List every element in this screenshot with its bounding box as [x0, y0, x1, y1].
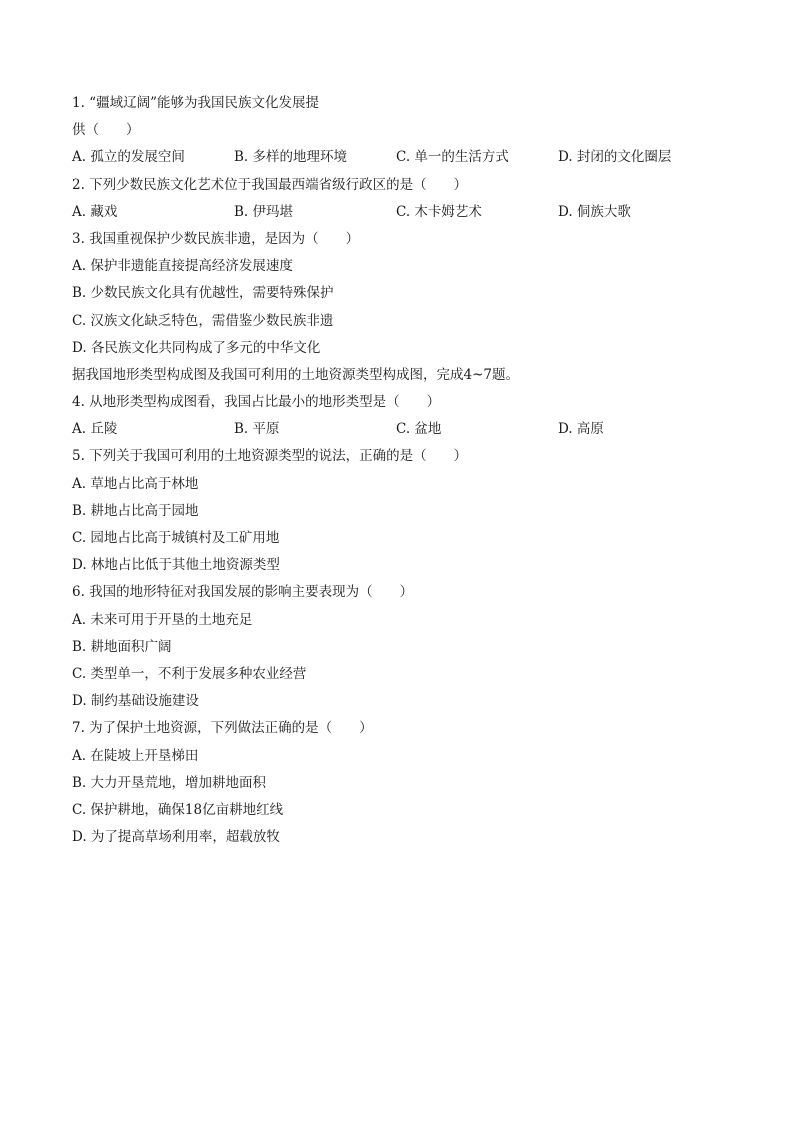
q6-option-b: B. 耕地面积广阔 [72, 638, 172, 655]
q6-option-c: C. 类型单一，不利于发展多种农业经营 [72, 665, 307, 682]
q1-stem-line1: 1. “疆域辽阔”能够为我国民族文化发展提 [72, 95, 319, 111]
q3-option-d: D. 各民族文化共同构成了多元的中华文化 [72, 339, 321, 356]
q2-option-d: D. 侗族大歌 [558, 203, 631, 220]
q3-option-c: C. 汉族文化缺乏特色，需借鉴少数民族非遗 [72, 312, 334, 329]
q4-option-c: C. 盆地 [396, 421, 442, 438]
q1-option-a: A. 孤立的发展空间 [72, 149, 185, 166]
q7-option-b: B. 大力开垦荒地，增加耕地面积 [72, 774, 267, 791]
q3-option-b: B. 少数民族文化具有优越性，需要特殊保护 [72, 285, 334, 302]
q1-option-c: C. 单一的生活方式 [396, 149, 509, 166]
q1-stem-line2: 供（ ） [72, 122, 140, 139]
q2-options [72, 199, 732, 226]
q2-stem: 2. 下列少数民族文化艺术位于我国最西端省级行政区的是（ ） [72, 176, 468, 193]
q5-stem: 5. 下列关于我国可利用的土地资源类型的说法，正确的是（ ） [72, 448, 468, 465]
q1-options [72, 144, 732, 171]
q2-option-c: C. 木卡姆艺术 [396, 203, 482, 220]
q7-option-c: C. 保护耕地，确保18亿亩耕地红线 [72, 801, 284, 818]
q7-option-d: D. 为了提高草场利用率，超载放牧 [72, 829, 280, 846]
q4-options [72, 416, 732, 443]
intro-4-7: 据我国地形类型构成图及我国可利用的土地资源类型构成图，完成4~7题。 [72, 366, 519, 383]
q4-option-d: D. 高原 [558, 421, 604, 438]
q3-stem: 3. 我国重视保护少数民族非遗，是因为（ ） [72, 230, 360, 247]
q5-option-a: A. 草地占比高于林地 [72, 475, 199, 492]
q6-stem: 6. 我国的地形特征对我国发展的影响主要表现为（ ） [72, 584, 414, 601]
q5-option-d: D. 林地占比低于其他土地资源类型 [72, 557, 280, 574]
q7-option-a: A. 在陡坡上开垦梯田 [72, 747, 199, 764]
q5-option-b: B. 耕地占比高于园地 [72, 502, 199, 519]
q6-option-d: D. 制约基础设施建设 [72, 693, 199, 710]
q4-stem: 4. 从地形类型构成图看，我国占比最小的地形类型是（ ） [72, 394, 441, 411]
q7-stem: 7. 为了保护土地资源，下列做法正确的是（ ） [72, 720, 373, 737]
question-sheet [72, 90, 732, 851]
q2-option-b: B. 伊玛堪 [234, 203, 294, 220]
q1-option-b: B. 多样的地理环境 [234, 149, 348, 166]
q5-option-c: C. 园地占比高于城镇村及工矿用地 [72, 530, 280, 546]
q3-option-a: A. 保护非遗能直接提高经济发展速度 [72, 258, 293, 275]
q4-option-b: B. 平原 [234, 421, 280, 438]
q4-option-a: A. 丘陵 [72, 421, 118, 438]
q2-option-a: A. 藏戏 [72, 203, 118, 220]
q1-option-d: D. 封闭的文化圈层 [558, 149, 672, 166]
q6-option-a: A. 未来可用于开垦的土地充足 [72, 611, 253, 628]
